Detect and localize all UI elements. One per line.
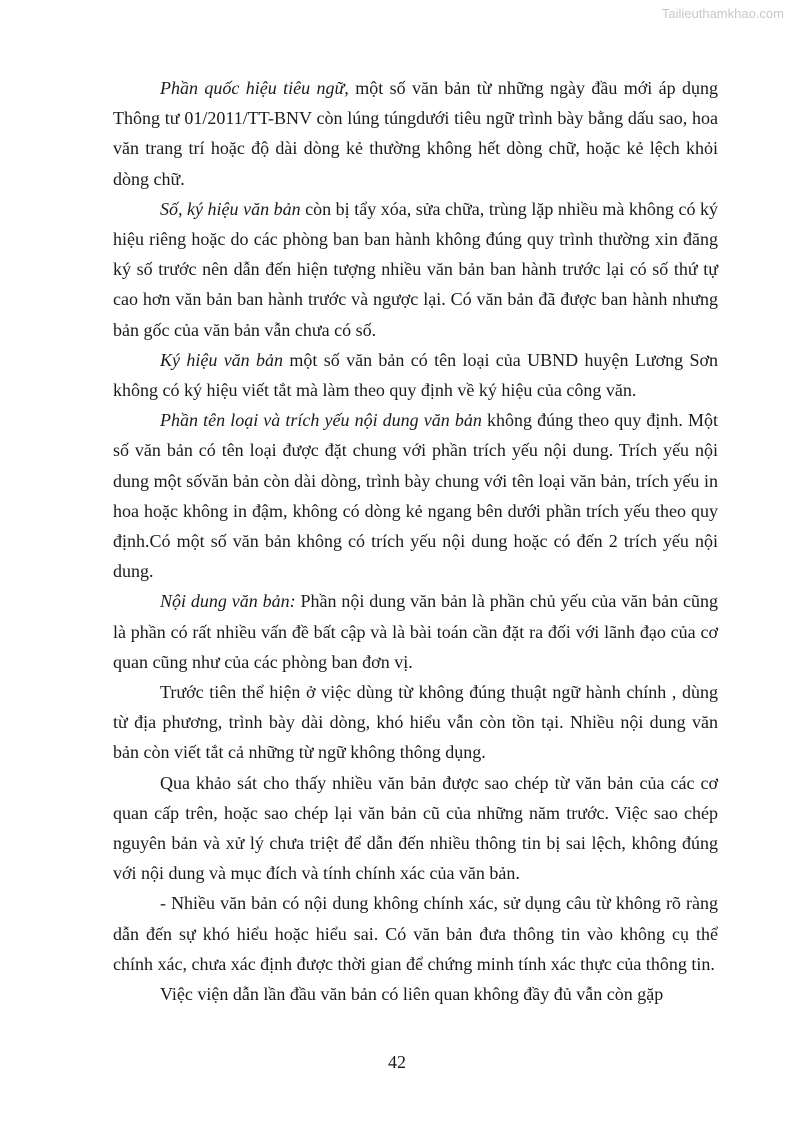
paragraph-text: Qua khảo sát cho thấy nhiều văn bản được sao chép từ văn bản của các cơ quan cấp trên, hoặc sao chép lại văn bản cũ của những năm trước. Việc sao chép nguyên bản và xử lý chưa triệt để dẫn đến nhiều thông tin bị sai lệch, không đúng với nội dung và mục đích và tính chính xác của văn bản. [113,772,718,884]
watermark-text: Tailieuthamkhao.com [661,6,784,21]
paragraph-ky-hieu [113,345,718,405]
paragraph-text: Việc viện dẫn lần đầu văn bản có liên quan không đầy đủ vẫn còn gặp [160,984,664,1005]
paragraph-lead-italic: Phần tên loại và trích yếu nội dung văn bản [160,410,482,431]
paragraph-text: còn bị tẩy xóa, sửa chữa, trùng lặp nhiều mà không có ký hiệu riêng hoặc do các phòng ban ban hành không đúng quy trình thường xin đăng ký số trước nên dẫn đến hiện tượng nhiều văn bản ban hành trước lại có số thứ tự cao hơn văn bản ban hành trước và ngược lại. Có văn bản đã được ban hành nhưng bản gốc của văn bản vẫn chưa có số. [113,198,718,340]
paragraph-lead-italic: Phần quốc hiệu tiêu ngữ, [160,78,349,98]
paragraph-lead-italic: Ký hiệu văn bản [160,349,284,370]
paragraph-text: Phần nội dung văn bản là phần chủ yếu của văn bản cũng là phần có rất nhiều vấn đề bất cập và là bài toán cần đặt ra đối với lãnh đạo của cơ quan cũng như của các phòng ban đơn vị. [113,591,718,672]
paragraph-khong-chinh-xac [113,888,718,979]
paragraph-text: Trước tiên thể hiện ở việc dùng từ không đúng thuật ngữ hành chính , dùng từ địa phương, trình bày dài dòng, khó hiểu vẫn còn tồn tại. Nhiều nội dung văn bản còn viết tắt cả những từ ngữ không thông dụng. [113,682,718,763]
paragraph-ten-loai [113,405,718,586]
paragraph-text: một số văn bản có tên loại của UBND huyện Lương Sơn không có ký hiệu viết tắt mà làm theo quy định về ký hiệu của công văn. [113,349,718,401]
paragraph-so-ky-hieu [113,194,718,345]
page-number: 42 [388,1052,406,1072]
paragraph-lead-italic: Số, ký hiệu văn bản [160,198,301,219]
paragraph-quoc-hieu [113,73,718,194]
paragraph-text: - Nhiều văn bản có nội dung không chính xác, sử dụng câu từ không rõ ràng dẫn đến sự khó hiểu hoặc hiểu sai. Có văn bản đưa thông tin vào không cụ thể chính xác, chưa xác định được thời gian để chứng minh tính xác thực của thông tin. [113,893,718,974]
document-body [113,73,718,1009]
paragraph-text: không đúng theo quy định. Một số văn bản có tên loại được đặt chung với phần trích yếu nội dung. Trích yếu nội dung một sốvăn bản còn dài dòng, trình bày chung với tên loại văn bản, trích yếu in hoa hoặc không in đậm, không có dòng kẻ ngang bên dưới phần trích yếu theo quy định.Có một số văn bản không có trích yếu nội dung hoặc có đến 2 trích yếu nội dung. [113,410,718,582]
paragraph-noi-dung [113,586,718,677]
paragraph-lead-italic: Nội dung văn bản: [160,591,296,612]
paragraph-text: một số văn bản từ những ngày đầu mới áp dụng Thông tư 01/2011/TT-BNV còn lúng túngdưới tiêu ngữ trình bày bằng dấu sao, hoa văn trang trí hoặc độ dài dòng kẻ thường không hết dòng chữ, hoặc kẻ lệch khỏi dòng chữ. [113,78,718,189]
paragraph-sao-chep [113,768,718,889]
paragraph-vien-dan [113,979,718,1009]
paragraph-dung-tu [113,677,718,768]
